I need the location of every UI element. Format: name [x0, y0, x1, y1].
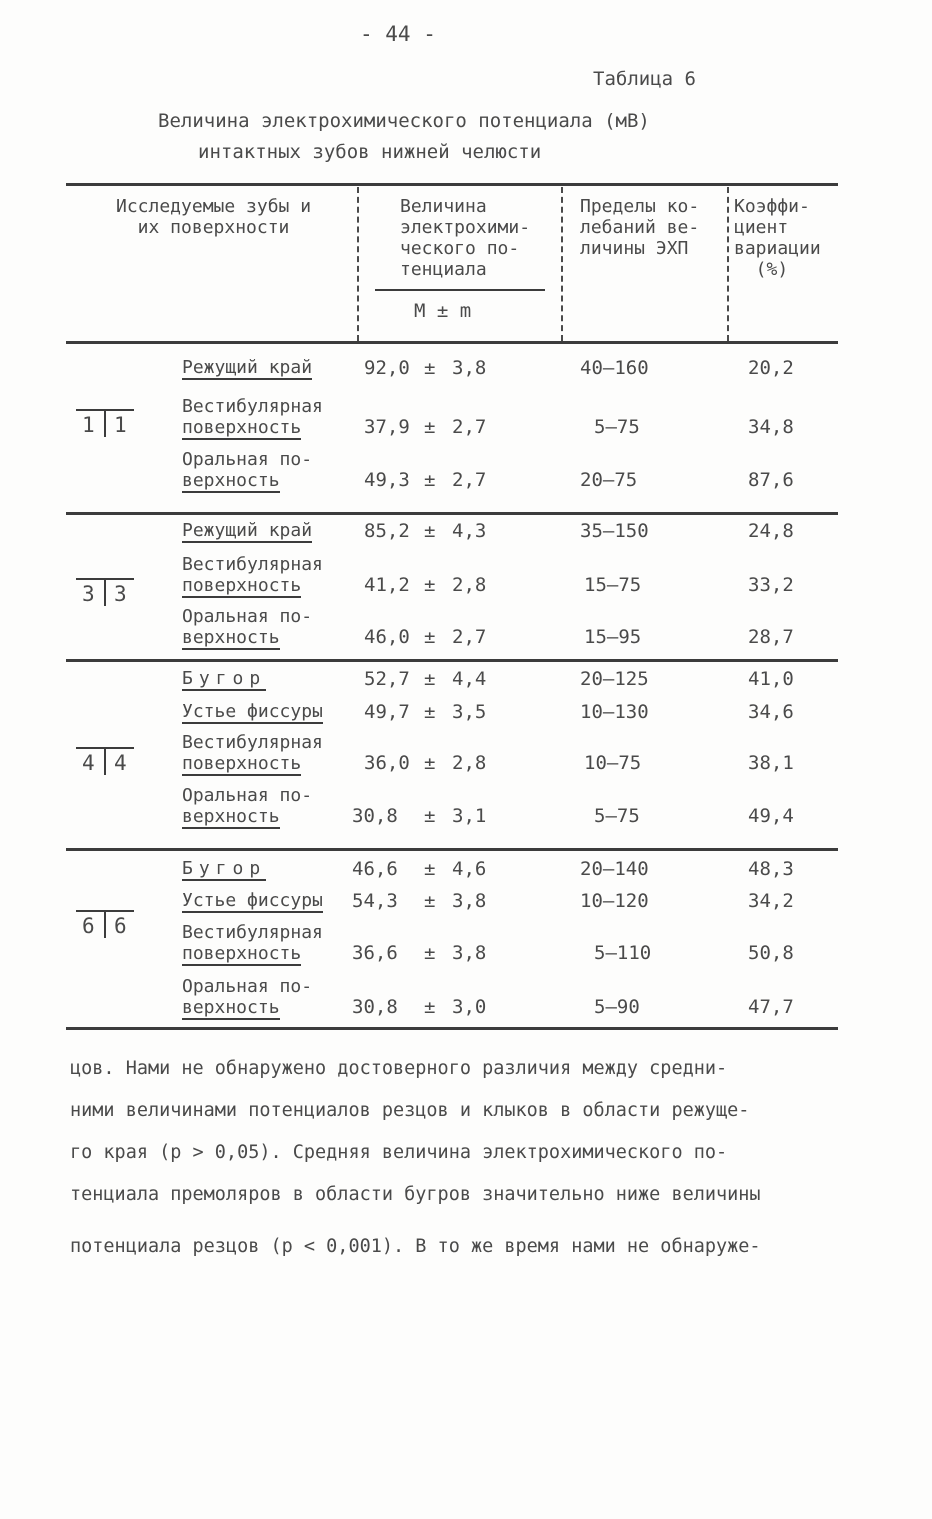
tooth-group-label: 1 1 — [76, 413, 136, 439]
mean-value: 41,2 — [364, 574, 410, 596]
variation-value: 33,2 — [748, 574, 794, 596]
variation-value: 28,7 — [748, 626, 794, 648]
plus-minus-sign: ± — [424, 469, 436, 491]
plus-minus-sign: ± — [424, 805, 436, 827]
table-caption-line-1: Величина электрохимического потенциала (мВ) — [158, 110, 650, 132]
mean-value: 30,8 — [352, 805, 398, 827]
range-value: 40–160 — [580, 357, 649, 379]
subheader-rule — [375, 289, 545, 291]
table-label: Таблица 6 — [593, 68, 696, 90]
variation-value: 34,6 — [748, 701, 794, 723]
paragraph-line: потенциала резцов (р < 0,001). В то же время нами не обнаруже- — [70, 1236, 761, 1257]
range-value: 20–140 — [580, 858, 649, 880]
range-value: 10–75 — [584, 752, 642, 774]
plus-minus-sign: ± — [424, 858, 436, 880]
error-value: 3,5 — [452, 701, 487, 723]
variation-value: 24,8 — [748, 520, 794, 542]
surface-label: Оральная по- верхность — [182, 449, 313, 491]
variation-value: 87,6 — [748, 469, 794, 491]
surface-label: Режущий край — [182, 520, 313, 541]
mean-value: 46,6 — [352, 858, 398, 880]
paragraph-line: го края (р > 0,05). Средняя величина электрохимического по- — [70, 1142, 728, 1163]
surface-label: Вестибулярная поверхность — [182, 922, 323, 964]
header-teeth-surfaces: Исследуемые зубы и их поверхности — [116, 196, 312, 238]
mean-value: 49,7 — [364, 701, 410, 723]
variation-value: 20,2 — [748, 357, 794, 379]
surface-label: Оральная по- верхность — [182, 606, 313, 648]
variation-value: 50,8 — [748, 942, 794, 964]
plus-minus-sign: ± — [424, 357, 436, 379]
range-value: 20–125 — [580, 668, 649, 690]
plus-minus-sign: ± — [424, 574, 436, 596]
plus-minus-sign: ± — [424, 626, 436, 648]
group-separator — [66, 512, 838, 515]
mean-value: 49,3 — [364, 469, 410, 491]
variation-value: 49,4 — [748, 805, 794, 827]
range-value: 5–90 — [594, 996, 640, 1018]
surface-label: Вестибулярная поверхность — [182, 396, 323, 438]
mean-value: 30,8 — [352, 996, 398, 1018]
header-divider — [727, 187, 729, 341]
variation-value: 34,2 — [748, 890, 794, 912]
range-value: 5–75 — [594, 416, 640, 438]
tooth-group-label: 6 6 — [76, 914, 136, 940]
error-value: 2,8 — [452, 752, 487, 774]
header-potential-unit: М ± m — [414, 300, 472, 322]
variation-value: 47,7 — [748, 996, 794, 1018]
error-value: 4,4 — [452, 668, 487, 690]
header-divider — [357, 187, 359, 341]
paragraph-line: ними величинами потенциалов резцов и клыков в области режуще- — [70, 1100, 750, 1121]
surface-label: Вестибулярная поверхность — [182, 554, 323, 596]
plus-minus-sign: ± — [424, 942, 436, 964]
plus-minus-sign: ± — [424, 996, 436, 1018]
surface-label: Бугор — [182, 858, 267, 879]
error-value: 3,0 — [452, 996, 487, 1018]
plus-minus-sign: ± — [424, 890, 436, 912]
error-value: 2,7 — [452, 469, 487, 491]
variation-value: 34,8 — [748, 416, 794, 438]
header-range: Пределы ко- лебаний ве- личины ЭХП — [580, 196, 700, 259]
error-value: 3,8 — [452, 942, 487, 964]
surface-label: Оральная по- верхность — [182, 976, 313, 1018]
range-value: 5–75 — [594, 805, 640, 827]
group-separator — [66, 848, 838, 851]
plus-minus-sign: ± — [424, 752, 436, 774]
mean-value: 46,0 — [364, 626, 410, 648]
mean-value: 36,0 — [364, 752, 410, 774]
surface-label: Вестибулярная поверхность — [182, 732, 323, 774]
paragraph-line: цов. Нами не обнаружено достоверного различия между средни- — [70, 1058, 728, 1079]
surface-label: Устье фиссуры — [182, 890, 323, 911]
error-value: 4,6 — [452, 858, 487, 880]
variation-value: 38,1 — [748, 752, 794, 774]
mean-value: 37,9 — [364, 416, 410, 438]
surface-label: Бугор — [182, 668, 267, 689]
range-value: 15–75 — [584, 574, 642, 596]
range-value: 15–95 — [584, 626, 642, 648]
tooth-group-label: 4 4 — [76, 751, 136, 777]
plus-minus-sign: ± — [424, 701, 436, 723]
mean-value: 54,3 — [352, 890, 398, 912]
mean-value: 85,2 — [364, 520, 410, 542]
error-value: 2,7 — [452, 416, 487, 438]
error-value: 3,1 — [452, 805, 487, 827]
plus-minus-sign: ± — [424, 416, 436, 438]
plus-minus-sign: ± — [424, 520, 436, 542]
variation-value: 48,3 — [748, 858, 794, 880]
table-caption-line-2: интактных зубов нижней челюсти — [198, 141, 542, 163]
range-value: 20–75 — [580, 469, 638, 491]
mean-value: 92,0 — [364, 357, 410, 379]
range-value: 35–150 — [580, 520, 649, 542]
header-bottom-rule — [66, 341, 838, 344]
range-value: 5–110 — [594, 942, 652, 964]
paragraph-line: тенциала премоляров в области бугров значительно ниже величины — [70, 1184, 761, 1205]
error-value: 2,8 — [452, 574, 487, 596]
tooth-group-label: 3 3 — [76, 582, 136, 608]
error-value: 4,3 — [452, 520, 487, 542]
header-variation: Коэффи- циент вариации (%) — [734, 196, 821, 280]
table-top-rule — [66, 183, 838, 186]
surface-label: Устье фиссуры — [182, 701, 323, 722]
error-value: 3,8 — [452, 890, 487, 912]
range-value: 10–130 — [580, 701, 649, 723]
plus-minus-sign: ± — [424, 668, 436, 690]
group-separator — [66, 659, 838, 662]
range-value: 10–120 — [580, 890, 649, 912]
table-bottom-rule — [66, 1027, 838, 1030]
mean-value: 36,6 — [352, 942, 398, 964]
surface-label: Оральная по- верхность — [182, 785, 313, 827]
variation-value: 41,0 — [748, 668, 794, 690]
surface-label: Режущий край — [182, 357, 313, 378]
page-number: - 44 - — [360, 22, 436, 46]
mean-value: 52,7 — [364, 668, 410, 690]
error-value: 2,7 — [452, 626, 487, 648]
error-value: 3,8 — [452, 357, 487, 379]
header-potential: Величина электрохими- ческого по- тенциала — [400, 196, 531, 280]
header-divider — [561, 187, 563, 341]
